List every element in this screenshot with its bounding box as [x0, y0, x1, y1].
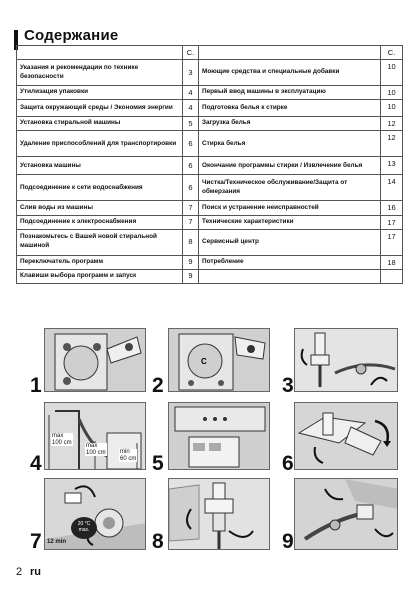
figure-1-rear-transport-bolts — [44, 328, 146, 392]
figure-7-plug-connection — [44, 478, 146, 550]
toc-page-right: 13 — [381, 157, 403, 175]
page-title: Содержание — [24, 27, 119, 44]
figure-number: 1 — [30, 374, 42, 397]
toc-page-right: 17 — [381, 229, 403, 255]
toc-entry-right[interactable]: Подготовка белья к стирке — [199, 100, 381, 117]
toc-entry-right[interactable]: Потребление — [199, 255, 381, 269]
toc-page-right: 17 — [381, 215, 403, 229]
figure-number: 3 — [282, 374, 294, 397]
toc-entry-right[interactable]: Окончание программы стирки / Извлечение белья — [199, 157, 381, 175]
toc-page-left: 6 — [183, 131, 199, 157]
height-label-min: min 60 cm — [120, 449, 137, 462]
toc-page-right: 18 — [381, 255, 403, 269]
toc-page-left: 5 — [183, 117, 199, 131]
toc-entry-left[interactable]: Переключатель программ — [17, 255, 183, 269]
toc-page-left: 6 — [183, 175, 199, 201]
toc-entry-right[interactable]: Стирка белья — [199, 131, 381, 157]
toc-page-left: 3 — [183, 60, 199, 86]
toc-page-right: 10 — [381, 100, 403, 117]
figure-4-drain-hose-heights — [44, 402, 146, 470]
figure-number: 7 — [30, 530, 42, 553]
toc-entry-right[interactable]: Моющие средства и специальные добавки — [199, 60, 381, 86]
toc-page-left: 6 — [183, 157, 199, 175]
toc-entry-right[interactable]: Сервисный центр — [199, 229, 381, 255]
toc-page-right: 12 — [381, 131, 403, 157]
toc-entry-right[interactable]: Загрузка белья — [199, 117, 381, 131]
toc-page-right: 12 — [381, 117, 403, 131]
toc-entry-left[interactable]: Познакомьтесь с Вашей новой стиральной машиной — [17, 229, 183, 255]
figure-8-tap-connection — [168, 478, 270, 550]
time-label: 12 min — [47, 539, 67, 545]
figure-number: 4 — [30, 452, 42, 475]
toc-page-left: 7 — [183, 215, 199, 229]
toc-page-left: 7 — [183, 201, 199, 215]
figure-number: 9 — [282, 530, 294, 553]
toc-entry-left[interactable]: Утилизация упаковки — [17, 86, 183, 100]
toc-page-left: 4 — [183, 100, 199, 117]
toc-entry-right[interactable]: Первый ввод машины в эксплуатацию — [199, 86, 381, 100]
toc-entry-right[interactable]: Чистка/Техническое обслуживание/Защита от обмерзания — [199, 175, 381, 201]
height-label-max-1: max 100 cm — [52, 433, 72, 446]
figure-9-hose-fitting — [294, 478, 398, 550]
toc-page-left: 9 — [183, 255, 199, 269]
toc-header-page: С. — [183, 46, 199, 60]
toc-entry-right[interactable]: Поиск и устранение неисправностей — [199, 201, 381, 215]
toc-entry-left[interactable]: Клавиши выбора программ и запуск — [17, 269, 183, 283]
toc-page-right: 16 — [381, 201, 403, 215]
page-number: 2 — [16, 566, 23, 578]
figure-number: 6 — [282, 452, 294, 475]
toc-entry-left[interactable]: Удаление приспособлений для транспортировки — [17, 131, 183, 157]
toc-page-right: 14 — [381, 175, 403, 201]
figure-5-control-panel-drawer — [168, 402, 270, 470]
figure-6-machine-levelling — [294, 402, 398, 470]
figure-number: 8 — [152, 530, 164, 553]
toc-header-page: С. — [381, 46, 403, 60]
toc-entry-left[interactable]: Указания и рекомендации по технике безопасности — [17, 60, 183, 86]
figure-2-cover-holes — [168, 328, 270, 392]
toc-entry-right[interactable]: Технические характеристики — [199, 215, 381, 229]
toc-page-left: 8 — [183, 229, 199, 255]
temperature-badge: 20 °C max. — [71, 517, 97, 539]
toc-entry-left[interactable]: Слив воды из машины — [17, 201, 183, 215]
toc-page-left: 9 — [183, 269, 199, 283]
toc-entry-left[interactable]: Подсоединение к сети водоснабжения — [17, 175, 183, 201]
language-code: ru — [30, 566, 41, 578]
toc-page-right: 10 — [381, 86, 403, 100]
toc-entry-left[interactable]: Защита окружающей среды / Экономия энергии — [17, 100, 183, 117]
toc-page-right: 10 — [381, 60, 403, 86]
figure-3-water-inlet — [294, 328, 398, 392]
toc-entry-left[interactable]: Подсоединение к электроснабжения — [17, 215, 183, 229]
svg-text:C: C — [201, 357, 207, 366]
height-label-max-2: max 100 cm — [86, 443, 106, 456]
figure-number: 5 — [152, 452, 164, 475]
figure-number: 2 — [152, 374, 164, 397]
toc-entry-left[interactable]: Установка машины — [17, 157, 183, 175]
toc-entry-left[interactable]: Установка стиральной машины — [17, 117, 183, 131]
toc-page-left: 4 — [183, 86, 199, 100]
